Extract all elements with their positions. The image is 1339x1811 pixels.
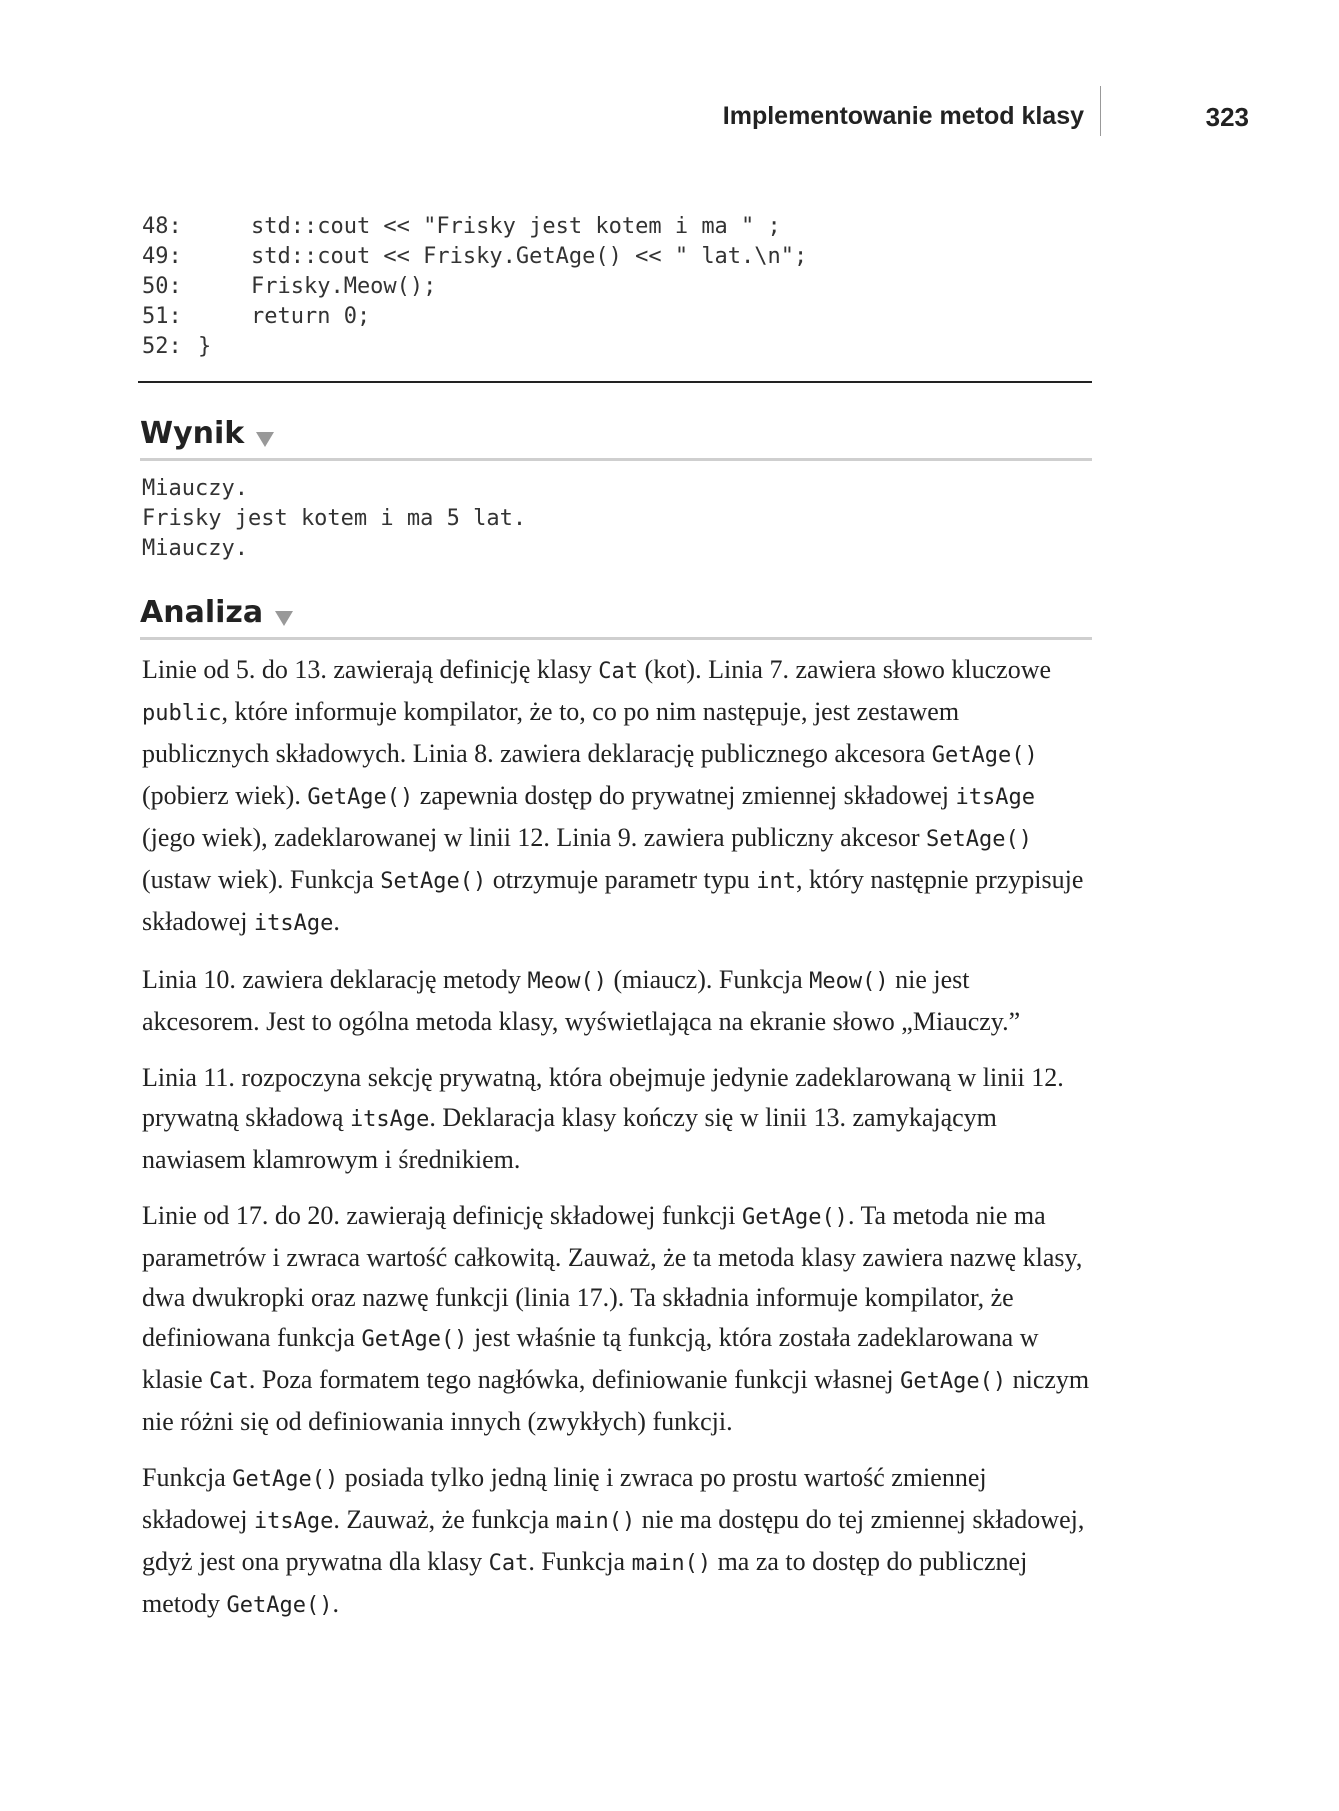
inline-code: itsAge [253, 911, 334, 936]
analysis-paragraph [142, 960, 1092, 1042]
line-number: 48: [142, 214, 182, 239]
paragraph-text: nie ma dostępu do tej zmiennej składowej, gdyż jest ona prywatna dla klasy [142, 1505, 1085, 1576]
output-heading-title: Wynik [140, 416, 245, 451]
code-listing [142, 212, 1092, 362]
paragraph-text: Linie od 17. do 20. zawierają definicję składowej funkcji [142, 1201, 742, 1230]
inline-code: itsAge [253, 1509, 334, 1534]
inline-code: Cat [209, 1369, 249, 1394]
output-line: Miauczy. [142, 476, 248, 501]
inline-code: main() [555, 1509, 636, 1534]
paragraph-text: (kot). Linia 7. zawiera słowo kluczowe [638, 655, 1052, 684]
header-divider [1100, 86, 1101, 136]
analysis-heading [140, 595, 1092, 640]
code-text: return 0; [198, 304, 371, 329]
output-line: Frisky jest kotem i ma 5 lat. [142, 506, 527, 531]
paragraph-text: otrzymuje parametr typu [486, 865, 757, 894]
inline-code: itsAge [349, 1107, 430, 1132]
code-line [142, 302, 1092, 332]
paragraph-text: . [332, 1589, 339, 1618]
paragraph-text: niczym nie różni się od definiowania innych (zwykłych) funkcji. [142, 1365, 1090, 1436]
paragraph-text: nie jest akcesorem. Jest to ogólna metoda klasy, wyświetlająca na ekranie słowo „Miauczy.” [142, 965, 1021, 1036]
line-number: 52: [142, 334, 182, 359]
inline-code: main() [631, 1551, 712, 1576]
inline-code: GetAge() [931, 743, 1038, 768]
inline-code: SetAge() [380, 869, 487, 894]
code-listing-rule [138, 381, 1092, 383]
inline-code: SetAge() [926, 827, 1032, 852]
line-number: 49: [142, 244, 182, 269]
inline-code: public [142, 701, 222, 726]
inline-code: Cat [598, 659, 639, 684]
page-number: 323 [1205, 102, 1249, 132]
triangle-down-icon [256, 432, 274, 447]
paragraph-text: jest właśnie tą funkcją, która została zadeklarowana w klasie [142, 1323, 1039, 1394]
paragraph-text: (jego wiek), zadeklarowanej w linii 12. Linia 9. zawiera publiczny akcesor [142, 823, 927, 852]
running-header [249, 100, 1249, 144]
code-text: std::cout << "Frisky jest kotem i ma " ; [198, 214, 781, 239]
inline-code: GetAge() [232, 1467, 339, 1492]
inline-code: Meow() [527, 969, 607, 994]
paragraph-text: zapewnia dostęp do prywatnej zmiennej składowej [413, 781, 956, 810]
paragraph-text: . Funkcja [528, 1547, 632, 1576]
paragraph-text: Funkcja [142, 1463, 233, 1492]
inline-code: GetAge() [900, 1369, 1007, 1394]
inline-code: GetAge() [307, 785, 414, 810]
paragraph-text: Linia 11. rozpoczyna sekcję prywatną, która obejmuje jedynie zadeklarowaną w linii 12. prywatną składową [142, 1063, 1064, 1132]
inline-code: GetAge() [361, 1327, 468, 1352]
analysis-paragraph [142, 650, 1092, 944]
analysis-paragraph [142, 1196, 1092, 1442]
line-number: 51: [142, 304, 182, 329]
code-line [142, 272, 1092, 302]
paragraph-text: . Ta metoda nie ma parametrów i zwraca wartość całkowitą. Zauważ, że ta metoda klasy zawiera nazwę klasy, dwa dwukropki oraz nazwę funkcji (linia 17.). Ta składnia informuje kompilator, że definiowana funkcja [142, 1201, 1083, 1352]
code-line [142, 242, 1092, 272]
paragraph-text: Linie od 5. do 13. zawierają definicję klasy [142, 655, 599, 684]
code-text: } [198, 334, 212, 359]
inline-code: GetAge() [741, 1205, 848, 1230]
line-number: 50: [142, 274, 182, 299]
paragraph-text: . Deklaracja klasy kończy się w linii 13. zamykającym nawiasem klamrowym i średnikiem. [142, 1103, 997, 1174]
paragraph-text: , który następnie przypisuje składowej [142, 865, 1084, 936]
paragraph-text: . [333, 907, 340, 936]
code-line [142, 212, 1092, 242]
paragraph-text: . Zauważ, że funkcja [333, 1505, 556, 1534]
inline-code: GetAge() [226, 1593, 333, 1618]
analysis-body [142, 650, 1092, 1642]
triangle-down-icon [275, 611, 293, 626]
paragraph-text: , które informuje kompilator, że to, co po nim następuje, jest zestawem publicznych składowych. Linia 8. zawiera deklarację publicznego akcesora [142, 697, 960, 768]
paragraph-text: (pobierz wiek). [142, 781, 308, 810]
running-header-title: Implementowanie metod klasy [722, 102, 1084, 130]
analysis-heading-title: Analiza [140, 595, 264, 630]
inline-code: Meow() [809, 969, 889, 994]
code-text: std::cout << Frisky.GetAge() << " lat.\n"; [198, 244, 808, 269]
paragraph-text: (miaucz). Funkcja [606, 965, 810, 994]
paragraph-text: Linia 10. zawiera deklarację metody [142, 965, 528, 994]
paragraph-text: . Poza formatem tego nagłówka, definiowanie funkcji własnej [248, 1365, 901, 1394]
code-text: Frisky.Meow(); [198, 274, 437, 299]
paragraph-text: posiada tylko jedną linię i zwraca po prostu wartość zmiennej składowej [142, 1463, 987, 1534]
code-line [142, 332, 1092, 362]
paragraph-text: (ustaw wiek). Funkcja [142, 865, 381, 894]
program-output [142, 474, 526, 564]
analysis-paragraph [142, 1058, 1092, 1180]
inline-code: int [756, 869, 797, 894]
inline-code: Cat [488, 1551, 529, 1576]
analysis-paragraph [142, 1458, 1092, 1626]
output-line: Miauczy. [142, 536, 248, 561]
output-heading [140, 416, 1092, 461]
paragraph-text: ma za to dostęp do publicznej metody [142, 1547, 1028, 1618]
inline-code: itsAge [955, 785, 1035, 810]
